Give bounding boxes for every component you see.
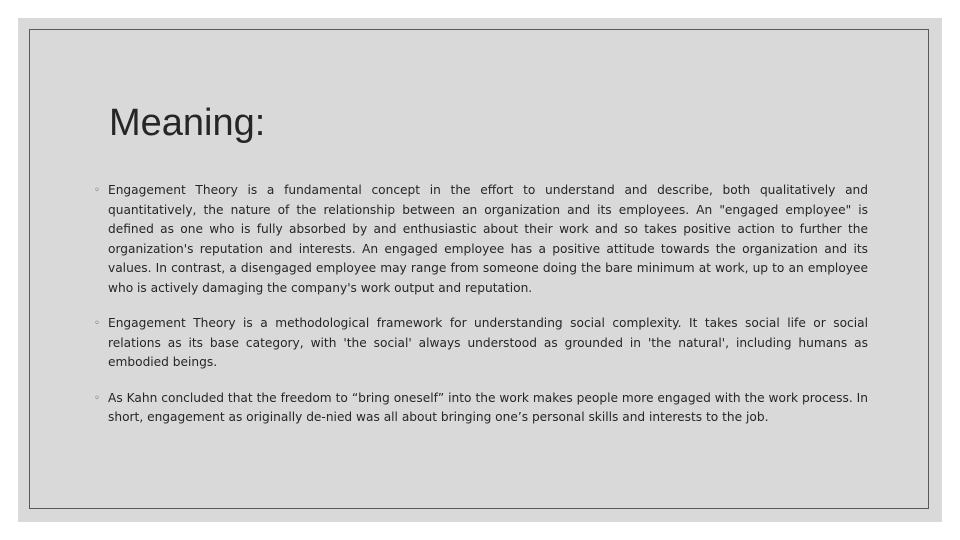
slide xyxy=(18,18,942,522)
bullet-list xyxy=(92,181,868,444)
bullet-item xyxy=(92,181,868,298)
bullet-circle-icon: ◦ xyxy=(94,185,100,196)
bullet-circle-icon: ◦ xyxy=(94,392,100,404)
bullet-text: Engagement Theory is a methodological framework for understanding social complexity. It takes social life or social relations as its base category, with 'the social' always understood as grounded in 'the natural', including humans as embodied beings. xyxy=(108,316,868,369)
slide-title: Meaning: xyxy=(109,102,266,144)
bullet-item xyxy=(92,389,868,428)
bullet-circle-icon: ◦ xyxy=(94,318,100,329)
bullet-item xyxy=(92,314,868,373)
bullet-text: Engagement Theory is a fundamental concept in the effort to understand and describe, both qualitatively and quantitatively, the nature of the relationship between an organization and its employees. An "engaged employee" is defined as one who is fully absorbed by and enthusiastic about their work and so takes positive action to further the organization's reputation and interests. An engaged employee has a positive attitude towards the organization and its values. In contrast, a disengaged employee may range from someone doing the bare minimum at work, up to an employee who is actively damaging the company's work output and reputation. xyxy=(108,183,868,295)
bullet-text: As Kahn concluded that the freedom to “bring oneself” into the work makes people more engaged with the work process. In short, engagement as originally de-nied was all about bringing one’s personal skills and interests to the job. xyxy=(108,390,868,424)
